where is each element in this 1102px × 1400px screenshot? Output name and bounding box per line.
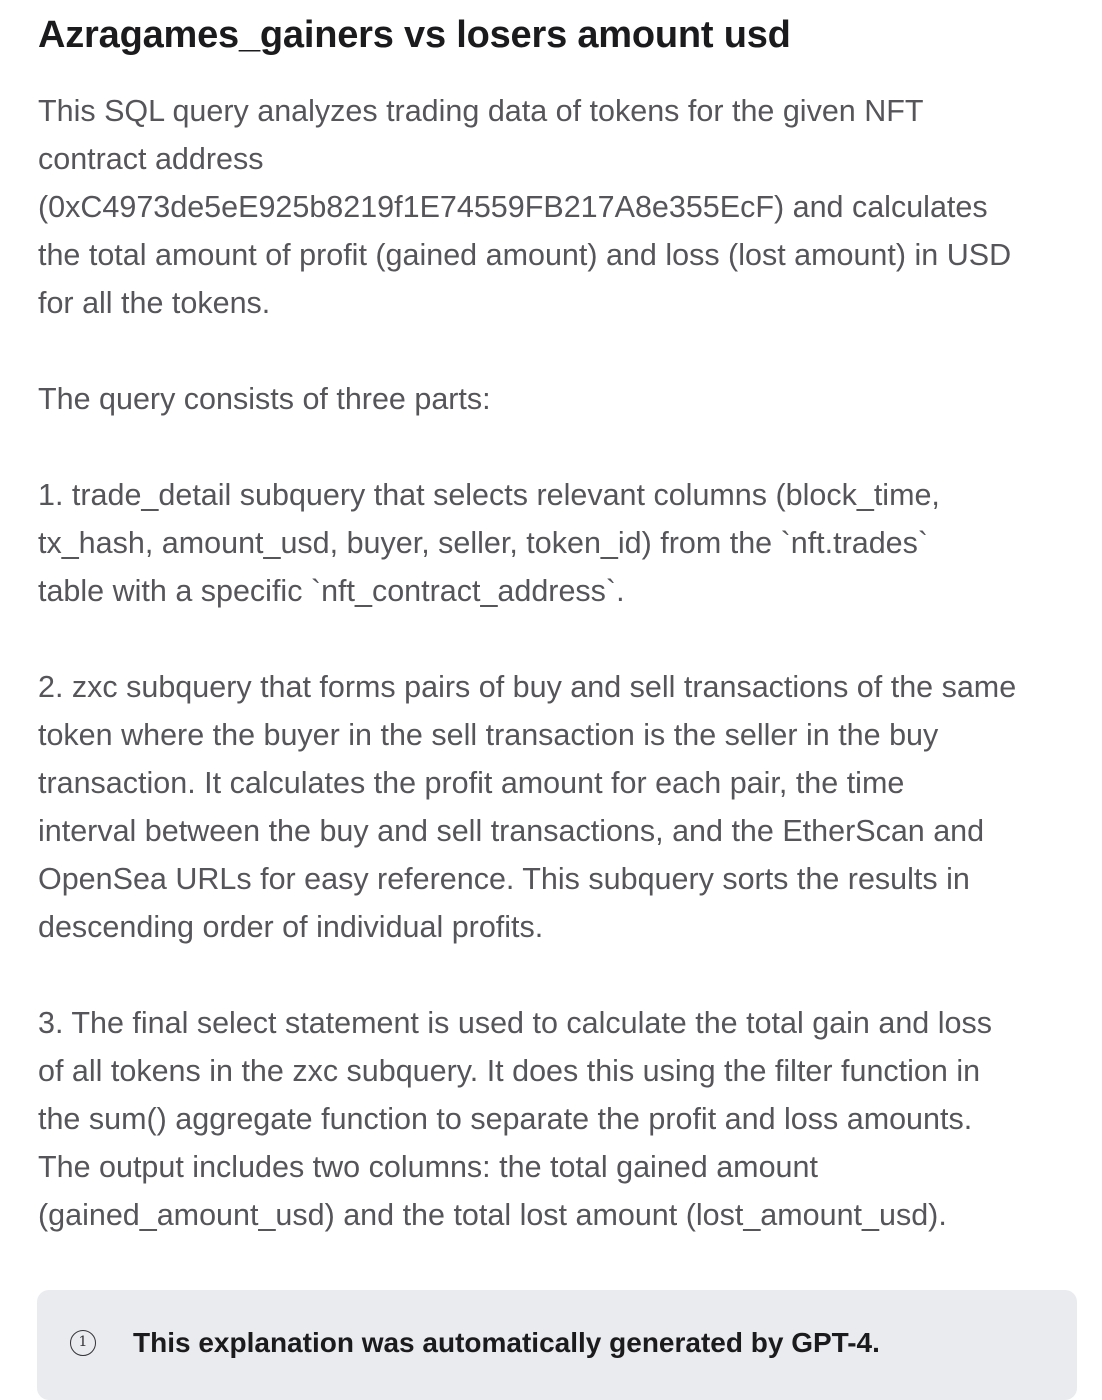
gpt-notice-banner: [37, 1290, 1077, 1400]
info-circle-icon: 1: [70, 1330, 96, 1356]
gpt-notice-text: This explanation was automatically generated by GPT-4.: [133, 1327, 880, 1358]
page-title: Azragames_gainers vs losers amount usd: [38, 14, 791, 56]
description-paragraph-intro: The query consists of three parts:: [38, 382, 491, 416]
query-explanation: [38, 0, 1078, 1239]
description-paragraph-summary: This SQL query analyzes trading data of tokens for the given NFT contract address (0xC4973de5eE925b8219f1E74559FB217A8e355EcF) and calculates the total amount of profit (gained amount) and loss (lost amount) in USD for all the tokens.: [38, 94, 1012, 320]
description-paragraph-part-1: 1. trade_detail subquery that selects relevant columns (block_time, tx_hash, amount_usd, buyer, seller, token_id) from the `nft.trades` table with a specific `nft_contract_address`.: [38, 478, 940, 608]
query-description: [38, 87, 1078, 1239]
description-paragraph-part-3: 3. The final select statement is used to calculate the total gain and loss of all tokens in the zxc subquery. It does this using the filter function in the sum() aggregate function to separate the profit and loss amounts. The output includes two columns: the total gained amount (gained_amount_usd) and the total lost amount (lost_amount_usd).: [38, 1006, 992, 1232]
description-paragraph-part-2: 2. zxc subquery that forms pairs of buy and sell transactions of the same token where the buyer in the sell transaction is the seller in the buy transaction. It calculates the profit amount for each pair, the time interval between the buy and sell transactions, and the EtherScan and OpenSea URLs for easy reference. This subquery sorts the results in descending order of individual profits.: [38, 670, 1017, 944]
